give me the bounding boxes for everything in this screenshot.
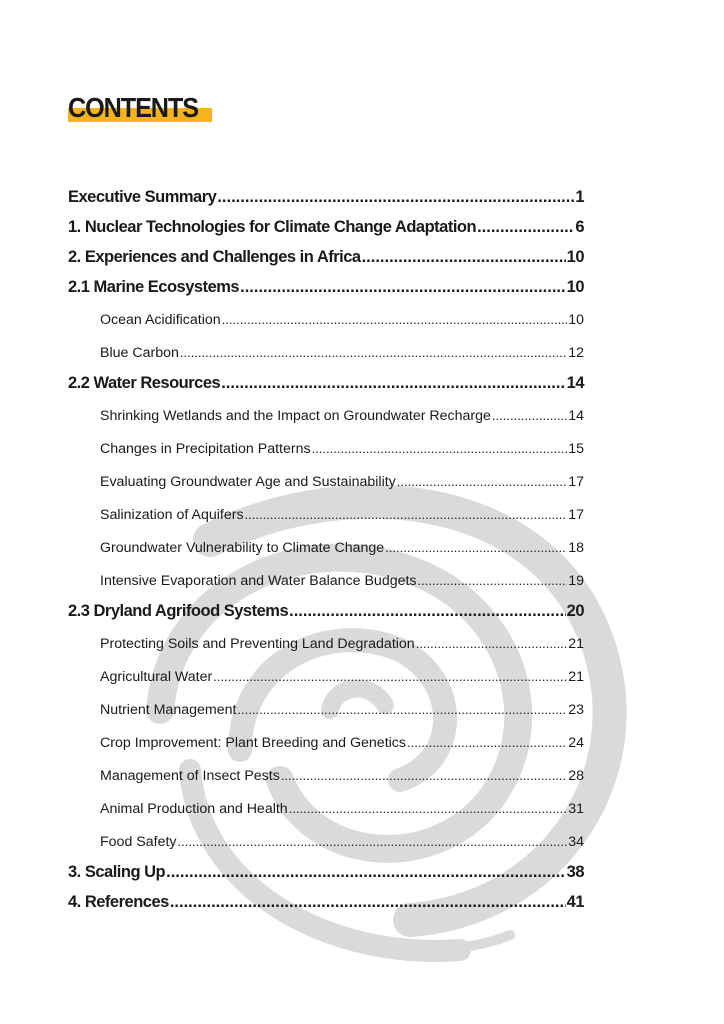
toc-leader-dots	[240, 278, 566, 297]
toc-entry-label: Evaluating Groundwater Age and Sustainability	[100, 474, 396, 490]
toc-entry-page: 21	[568, 636, 584, 652]
toc-subentry[interactable]	[68, 797, 584, 830]
toc-entry-label: 2. Experiences and Challenges in Africa	[68, 248, 361, 266]
toc-leader-dots	[170, 893, 566, 912]
toc-leader-dots	[407, 734, 567, 752]
toc-leader-dots	[289, 602, 566, 621]
toc-entry-page: 24	[568, 735, 584, 751]
toc-entry-label: 2.1 Marine Ecosystems	[68, 278, 240, 296]
toc-leader-dots	[222, 311, 568, 329]
toc-entry[interactable]	[68, 278, 584, 308]
toc-entry-page: 15	[568, 441, 584, 457]
toc-entry-label: 2.2 Water Resources	[68, 374, 221, 392]
toc-entry-page: 20	[566, 602, 584, 620]
toc-entry-label: 2.3 Dryland Agrifood Systems	[68, 602, 289, 620]
toc-entry-label: Executive Summary	[68, 188, 217, 206]
toc-entry-label: Ocean Acidification	[100, 312, 221, 328]
toc-entry-label: Management of Insect Pests	[100, 768, 280, 784]
toc-leader-dots	[312, 440, 568, 458]
toc-leader-dots	[166, 863, 566, 882]
toc-entry-label: 3. Scaling Up	[68, 863, 166, 881]
toc-leader-dots	[217, 188, 574, 207]
toc-entry-page: 31	[568, 801, 584, 817]
toc-entry-page: 6	[575, 218, 584, 236]
toc-entry-page: 12	[568, 345, 584, 361]
toc-subentry[interactable]	[68, 764, 584, 797]
toc-subentry[interactable]	[68, 830, 584, 863]
toc-leader-dots	[221, 374, 565, 393]
toc-subentry[interactable]	[68, 698, 584, 731]
toc-subentry[interactable]	[68, 437, 584, 470]
toc-leader-dots	[237, 701, 567, 719]
toc-subentry[interactable]	[68, 731, 584, 764]
toc-entry-page: 23	[568, 702, 584, 718]
toc-entry-page: 19	[568, 573, 584, 589]
toc-entry-label: Salinization of Aquifers	[100, 507, 244, 523]
toc-entry-page: 38	[566, 863, 584, 881]
toc-entry-label: Animal Production and Health	[100, 801, 288, 817]
toc-entry-page: 10	[568, 312, 584, 328]
toc-leader-dots	[289, 800, 568, 818]
toc-leader-dots	[180, 344, 567, 362]
toc-leader-dots	[362, 248, 566, 267]
toc-leader-dots	[178, 833, 568, 851]
toc-subentry[interactable]	[68, 308, 584, 341]
toc-subentry[interactable]	[68, 404, 584, 437]
toc-entry-page: 28	[568, 768, 584, 784]
toc-entry-page: 21	[568, 669, 584, 685]
toc-subentry[interactable]	[68, 665, 584, 698]
toc-leader-dots	[281, 767, 567, 785]
toc-entry-label: Food Safety	[100, 834, 177, 850]
toc-entry-page: 14	[566, 374, 584, 392]
toc-entry-label: 4. References	[68, 893, 169, 911]
toc-subentry[interactable]	[68, 503, 584, 536]
toc-entry-label: Groundwater Vulnerability to Climate Change	[100, 540, 385, 556]
toc-leader-dots	[385, 539, 567, 557]
toc-leader-dots	[418, 572, 568, 590]
toc-leader-dots	[245, 506, 568, 524]
toc-entry-label: Blue Carbon	[100, 345, 179, 361]
page-title: CONTENTS	[68, 92, 198, 123]
toc-entry-page: 14	[568, 408, 584, 424]
toc-subentry[interactable]	[68, 470, 584, 503]
toc-entry-page: 10	[566, 278, 584, 296]
toc-entry[interactable]	[68, 248, 584, 278]
toc-leader-dots	[492, 407, 567, 425]
toc-entry[interactable]	[68, 863, 584, 893]
toc-entry-label: Nutrient Management	[100, 702, 237, 718]
toc-entry-label: Changes in Precipitation Patterns	[100, 441, 311, 457]
toc-entry-label: Intensive Evaporation and Water Balance Budgets	[100, 573, 417, 589]
table-of-contents	[68, 188, 584, 923]
toc-subentry[interactable]	[68, 632, 584, 665]
toc-entry[interactable]	[68, 218, 584, 248]
toc-entry-page: 1	[575, 188, 584, 206]
toc-leader-dots	[397, 473, 567, 491]
toc-entry-page: 17	[568, 507, 584, 523]
toc-entry[interactable]	[68, 374, 584, 404]
toc-subentry[interactable]	[68, 341, 584, 374]
toc-entry-label: Agricultural Water	[100, 669, 213, 685]
toc-entry-label: Protecting Soils and Preventing Land Degradation	[100, 636, 415, 652]
toc-entry-page: 18	[568, 540, 584, 556]
toc-entry-label: Shrinking Wetlands and the Impact on Groundwater Recharge	[100, 408, 491, 424]
toc-entry-page: 41	[566, 893, 584, 911]
toc-entry-page: 10	[566, 248, 584, 266]
toc-entry-label: 1. Nuclear Technologies for Climate Change Adaptation	[68, 218, 477, 236]
toc-leader-dots	[213, 668, 567, 686]
toc-entry[interactable]	[68, 893, 584, 923]
toc-leader-dots	[477, 218, 574, 237]
toc-leader-dots	[416, 635, 568, 653]
title-block	[68, 92, 212, 124]
toc-entry-label: Crop Improvement: Plant Breeding and Genetics	[100, 735, 406, 751]
toc-entry[interactable]	[68, 602, 584, 632]
toc-subentry[interactable]	[68, 569, 584, 602]
toc-entry-page: 34	[568, 834, 584, 850]
toc-subentry[interactable]	[68, 536, 584, 569]
toc-entry-page: 17	[568, 474, 584, 490]
toc-entry[interactable]	[68, 188, 584, 218]
